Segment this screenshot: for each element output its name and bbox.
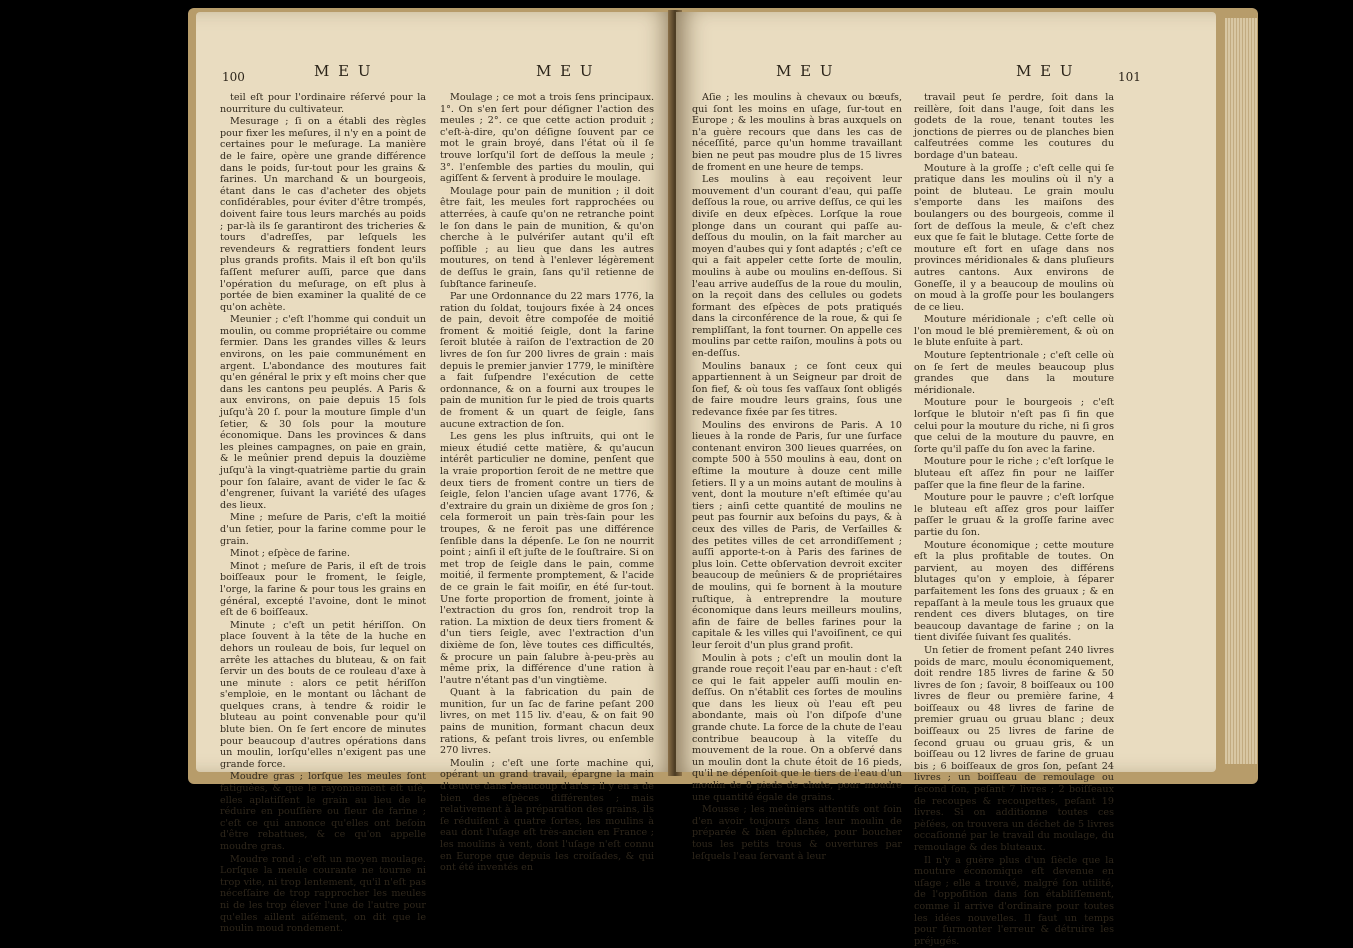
paragraph: Minute ; c'eſt un petit hériſſon. On place ſouvent à la tête de la huche en dehors un rouleau de bois, ſur lequel on arrête les attaches du bluteau, & on fait ſervir un des bouts de ce rouleau d'axe à une minute : alors ce petit hériſſon s'emploie, en le montant ou lâchant de quelques crans, à tendre & roidir le bluteau au point convenable pour qu'il blute bien. On ſe ſert encore de minutes pour beaucoup d'autres opérations dans un moulin, lorſqu'elles n'exigent pas une grande force. xyxy=(220,619,426,770)
paragraph: Mouture ſeptentrionale ; c'eſt celle où on ſe ſert de meules beaucoup plus grandes que dans la mouture méridionale. xyxy=(914,350,1114,396)
paragraph: Minot ; meſure de Paris, il eſt de trois boiſſeaux pour le froment, le ſeigle, l'orge, la farine & pour tous les grains en général, excepté l'avoine, dont le minot eſt de 6 boiſſeaux. xyxy=(220,560,426,619)
text-column-1 xyxy=(692,92,902,863)
paragraph: Moulage ; ce mot a trois ſens principaux. 1°. On s'en ſert pour déſigner l'action des meules ; 2°. ce que cette action produit ; c'eſt-à-dire, qu'on déſigne ſouvent par ce mot le grain broyé, dans l'état où il ſe trouve lorſqu'il ſort de deſſous la meule ; 3°. l'enſemble des parties du moulin, qui agiſſent & ſervent à produire le moulage. xyxy=(440,92,654,185)
paragraph: Aſie ; les moulins à chevaux ou bœufs, qui ſont les moins en uſage, ſur-tout en Europe ; & les moulins à bras auxquels on n'a guère recours que dans les cas de néceſſité, parce qu'un homme travaillant bien ne peut pas moudre plus de 15 livres de froment en une heure de temps. xyxy=(692,92,902,173)
paragraph: Moulins banaux ; ce ſont ceux qui appartiennent à un Seigneur par droit de ſon fief, & où tous ſes vaſſaux ſont obligés de faire moudre leurs grains, ſous une redevance fixée par ſes titres. xyxy=(692,360,902,419)
running-head-right: M E U xyxy=(1016,62,1075,80)
paragraph: Un ſetier de froment peſant 240 livres poids de marc, moulu économiquement, doit rendre 185 livres de farine & 50 livres de ſon ; ſavoir, 8 boiſſeaux ou 100 livres de fleur ou première farine, 4 boiſſeaux ou 48 livres de farine de premier gruau ou gruau blanc ; deux boiſſeaux ou 25 livres de farine de ſecond gruau ou gruau gris, & un boiſſeau ou 12 livres de farine de gruau bis ; 6 boiſſeaux de gros ſon, peſant 24 livres ; un boiſſeau de remoulage ou ſecond ſon, peſant 7 livres ; 2 boiſſeaux de recoupes & recoupettes, peſant 19 livres. Si on additionne toutes ces pèſées, on trouvera un déchet de 5 livres occaſionné par le travail du moulage, du remoulage & des bluteaux. xyxy=(914,644,1114,853)
page-number: 101 xyxy=(1118,70,1141,84)
page-edges xyxy=(1225,18,1257,764)
paragraph: travail peut ſe perdre, ſoit dans la reillère, ſoit dans l'auge, ſoit dans les godets de la roue, tenant toutes les jonctions de pierres ou de planches bien calfeutrées comme les coutures du bordage d'un bateau. xyxy=(914,92,1114,161)
text-column-1 xyxy=(220,92,426,936)
paragraph: Par une Ordonnance du 22 mars 1776, la ration du ſoldat, toujours fixée à 24 onces de pain, devoit être compoſée de moitié froment & moitié ſeigle, dont la farine ſeroit blutée à raiſon de l'extraction de 20 livres de ſon ſur 200 livres de grain : mais depuis le premier janvier 1779, le miniſtère a fait ſuſpendre l'exécution de cette ordonnance, & on a fourni aux troupes le pain de munition ſur le pied de trois quarts de froment & un quart de ſeigle, ſans aucune extraction de ſon. xyxy=(440,291,654,430)
running-head-right: M E U xyxy=(536,62,595,80)
paragraph: Moulins des environs de Paris. A 10 lieues à la ronde de Paris, ſur une ſurface contenant environ 300 lieues quarrées, on compte 500 à 550 moulins à eau, dont on eſtime la mouture à douze cent mille ſetiers. Il y a un moins autant de moulins à vent, dont la mouture n'eſt eſtimée qu'au tiers ; ainſi cette quantité de moulins ne peut pas fournir aux beſoins du pays, & à ceux des villes de Paris, de Verſailles & des petites villes de cet arrondiſſement ; auſſi apporte-t-on à Paris des farines de plus loin. Cette obſervation devroit exciter beaucoup de meûniers & de propriétaires de moulins, qui ſe bornent à la mouture ruſtique, à entreprendre la mouture économique dans leurs meilleurs moulins, afin de faire de belles farines pour la capitale & les villes qui l'avoiſinent, ce qui leur ſeroit d'un plus grand profit. xyxy=(692,419,902,651)
paragraph: Moulage pour pain de munition ; il doit être fait, les meules fort rapprochées ou atterrées, à cauſe qu'on ne retranche point le ſon dans le pain de munition, & qu'on cherche à le pulvériſer autant qu'il eſt poſſible ; au lieu que dans les autres moutures, on tend à l'enlever légèrement de deſſus le grain, ſans qu'il retienne de ſubſtance farineuſe. xyxy=(440,185,654,290)
paragraph: Mouture à la groſſe ; c'eſt celle qui ſe pratique dans les moulins où il n'y a point de bluteau. Le grain moulu s'emporte dans les maiſons des boulangers ou des bourgeois, comme il ſort de deſſous la meule, & c'eſt chez eux que ſe fait le blutage. Cette ſorte de mouture eſt fort en uſage dans nos provinces méridionales & dans pluſieurs autres cantons. Aux environs de Goneſſe, il y a beaucoup de moulins où on moud à la groſſe pour les boulangers de ce lieu. xyxy=(914,162,1114,313)
text-column-2 xyxy=(440,92,654,875)
paragraph: Les moulins à eau reçoivent leur mouvement d'un courant d'eau, qui paſſe deſſous la roue, ou arrive deſſus, ce qui les diviſe en deux eſpèces. Lorſque la roue plonge dans un courant qui paſſe au-deſſous du moulin, on la fait marcher au moyen d'aubes qui y ſont adaptés ; c'eſt ce qui a fait appeler cette ſorte de moulin, moulins à aube ou moulins en-deſſous. Si l'eau arrive audeſſus de la roue du moulin, on la reçoit dans des cellules ou godets formant des eſpèces de pots pratiqués dans la circonférence de la roue, & qui ſe rempliſſant, la font tourner. On appelle ces moulins par cette raiſon, moulins à pots ou en-deſſus. xyxy=(692,174,902,360)
paragraph: Mouture pour le riche ; c'eſt lorſque le bluteau eſt aſſez fin pour ne laiſſer paſſer que la fine fleur de la farine. xyxy=(914,456,1114,491)
paragraph: Moudre gras ; lorſque les meules ſont fatiguées, & que le rayonnement eſt uſé, elles aplatiſſent le grain au lieu de le réduire en pouſſière ou fleur de farine ; c'eſt ce qui annonce qu'elles ont beſoin d'être rebattues, & ce qu'on appelle moudre gras. xyxy=(220,771,426,852)
paragraph: Moulin ; c'eſt une ſorte machine qui, opérant un grand travail, épargne la main d'œuvre dans beaucoup d'arts ; il y en a de bien des eſpèces différentes ; mais relativement à la préparation des grains, ils ſe réduiſent à quatre ſortes, les moulins à eau dont l'uſage eſt très-ancien en France ; les moulins à vent, dont l'uſage n'eſt connu en Europe que depuis les croiſades, & qui ont été inventés en xyxy=(440,757,654,874)
paragraph: Meunier ; c'eſt l'homme qui conduit un moulin, ou comme propriétaire ou comme fermier. Dans les grandes villes & leurs environs, on les paie communément en argent. L'abondance des moutures fait qu'en général le prix y eſt moins cher que dans les cantons peu peuplés. A Paris & aux environs, on paie depuis 15 ſols juſqu'à 20 ſ. pour la mouture ſimple d'un ſetier, & 30 ſols pour la mouture économique. Dans les provinces & dans les pleines campagnes, on paie en grain, & le meûnier prend depuis la douzième juſqu'à la vingt-quatrième partie du grain pour ſon ſalaire, avant de vider le ſac & d'engrener, ſuivant la variété des uſages des lieux. xyxy=(220,314,426,511)
running-head-left: M E U xyxy=(776,62,835,80)
paragraph: Quant à la fabrication du pain de munition, ſur un ſac de farine peſant 200 livres, on met 115 liv. d'eau, & on fait 90 pains de munition, formant chacun deux rations, & peſant trois livres, ou enſemble 270 livres. xyxy=(440,687,654,757)
left-page xyxy=(196,12,674,935)
paragraph: teil eſt pour l'ordinaire réſervé pour la nourriture du cultivateur. xyxy=(220,92,426,115)
paragraph: Mine ; meſure de Paris, c'eſt la moitié d'un ſetier, pour la farine comme pour le grain. xyxy=(220,512,426,547)
paragraph: Moulin à pots ; c'eſt un moulin dont la grande roue reçoit l'eau par en-haut : c'eſt ce qui le fait appeler auſſi moulin en-deſſus. On n'établit ces ſortes de moulins que dans les lieux où l'eau eſt peu abondante, mais où l'on diſpoſe d'une grande chute. La force de la chute de l'eau contribue beaucoup à la viteſſe du mouvement de la roue. On a obſervé dans un moulin dont la chute étoit de 16 pieds, qu'il ne dépenſoit que le tiers de l'eau d'un moulin de 8 pieds de chute, pour moudre une quantité égale de grains. xyxy=(692,652,902,803)
paragraph: Moudre rond ; c'eſt un moyen moulage. Lorſque la meule courante ne tourne ni trop vite, ni trop lentement, qu'il n'eſt pas néceſſaire de trop rapprocher les meules ni de les trop élever l'une de l'autre pour qu'elles aillent aiſément, on dit que le moulin moud rondement. xyxy=(220,853,426,935)
text-column-2 xyxy=(914,92,1114,948)
page-number: 100 xyxy=(222,70,245,84)
right-page xyxy=(676,12,1216,947)
paragraph: Minot ; eſpèce de farine. xyxy=(230,548,350,560)
paragraph: Mouture pour le pauvre ; c'eſt lorſque le bluteau eſt aſſez gros pour laiſſer paſſer le gruau & la groſſe farine avec partie du ſon. xyxy=(914,492,1114,538)
paragraph: Mousse ; les meûniers attentifs ont ſoin d'en avoir toujours dans leur moulin de préparée & bien épluchée, pour boucher tous les petits trous & ouvertures par leſquels l'eau ſervant à leur xyxy=(692,804,902,862)
paragraph: Mesurage ; ſi on a établi des règles pour fixer les meſures, il n'y en a point de certaines pour le meſurage. La manière de le faire, opère une grande différence dans le poids, ſur-tout pour les grains & farines. Un marchand & un bourgeois, étant dans le cas d'acheter des objets conſidérables, pour éviter d'être trompés, doivent faire tous leurs marchés au poids ; par-là ils ſe garantiront des tricheries & tours d'adreſſes, par leſquels les revendeurs & regrattiers fondent leurs plus grands profits. Mais il eſt bon qu'ils faſſent meſurer auſſi, parce que dans l'opération du meſurage, on eſt plus à portée de bien examiner la qualité de ce qu'on achète. xyxy=(220,116,426,313)
paragraph: Mouture pour le bourgeois ; c'eſt lorſque le blutoir n'eſt pas ſi fin que celui pour la mouture du riche, ni ſi gros que celui de la mouture du pauvre, en ſorte qu'il paſſe du ſon avec la farine. xyxy=(914,397,1114,455)
running-head-left: M E U xyxy=(314,62,373,80)
paragraph: Mouture méridionale ; c'eſt celle où l'on moud le blé premièrement, & où on le blute enſuite à part. xyxy=(914,314,1114,349)
paragraph: Les gens les plus inſtruits, qui ont le mieux étudié cette matière, & qu'aucun intérêt particulier ne domine, penſent que la vraie proportion ſeroit de ne mettre que deux tiers de froment contre un tiers de ſeigle, ſelon l'ancien uſage avant 1776, & d'extraire du grain un dixième de gros ſon ; cela formeroit un pain très-ſain pour les troupes, & ne feroit pas une différence ſenſible dans la dépenſe. Le ſon ne nourrit point ; ainſi il eſt juſte de le ſouſtraire. Si on met trop de ſeigle dans le pain, comme moitié, il fermente promptement, & l'acide de ce grain le fait moiſir, en été ſur-tout. Une forte proportion de froment, jointe à l'extraction du gros ſon, rendroit trop la ration. La mixtion de deux tiers froment & d'un tiers ſeigle, avec l'extraction d'un dixième de ſon, lève toutes ces difficultés, & procure un pain ſalubre à-peu-près au même prix, la différence d'une ration à l'autre n'étant pas d'un vingtième. xyxy=(440,431,654,686)
paragraph: Mouture économique ; cette mouture eſt la plus profitable de toutes. On parvient, au moyen des différens blutages qu'on y emploie, à ſéparer parfaitement les ſons des gruaux ; & en repaſſant à la meule tous les gruaux que rendent ces divers blutages, on tire beaucoup davantage de farine ; on la tient diviſée ſuivant ſes qualités. xyxy=(914,539,1114,644)
paragraph: Il n'y a guère plus d'un ſiècle que la mouture économique eſt devenue en uſage ; elle a trouvé, malgré ſon utilité, de l'oppoſition dans ſon établiſſement, comme il arrive d'ordinaire pour toutes les idées nouvelles. Il faut un temps pour ſurmonter l'erreur & détruire les préjugés. xyxy=(914,854,1114,947)
